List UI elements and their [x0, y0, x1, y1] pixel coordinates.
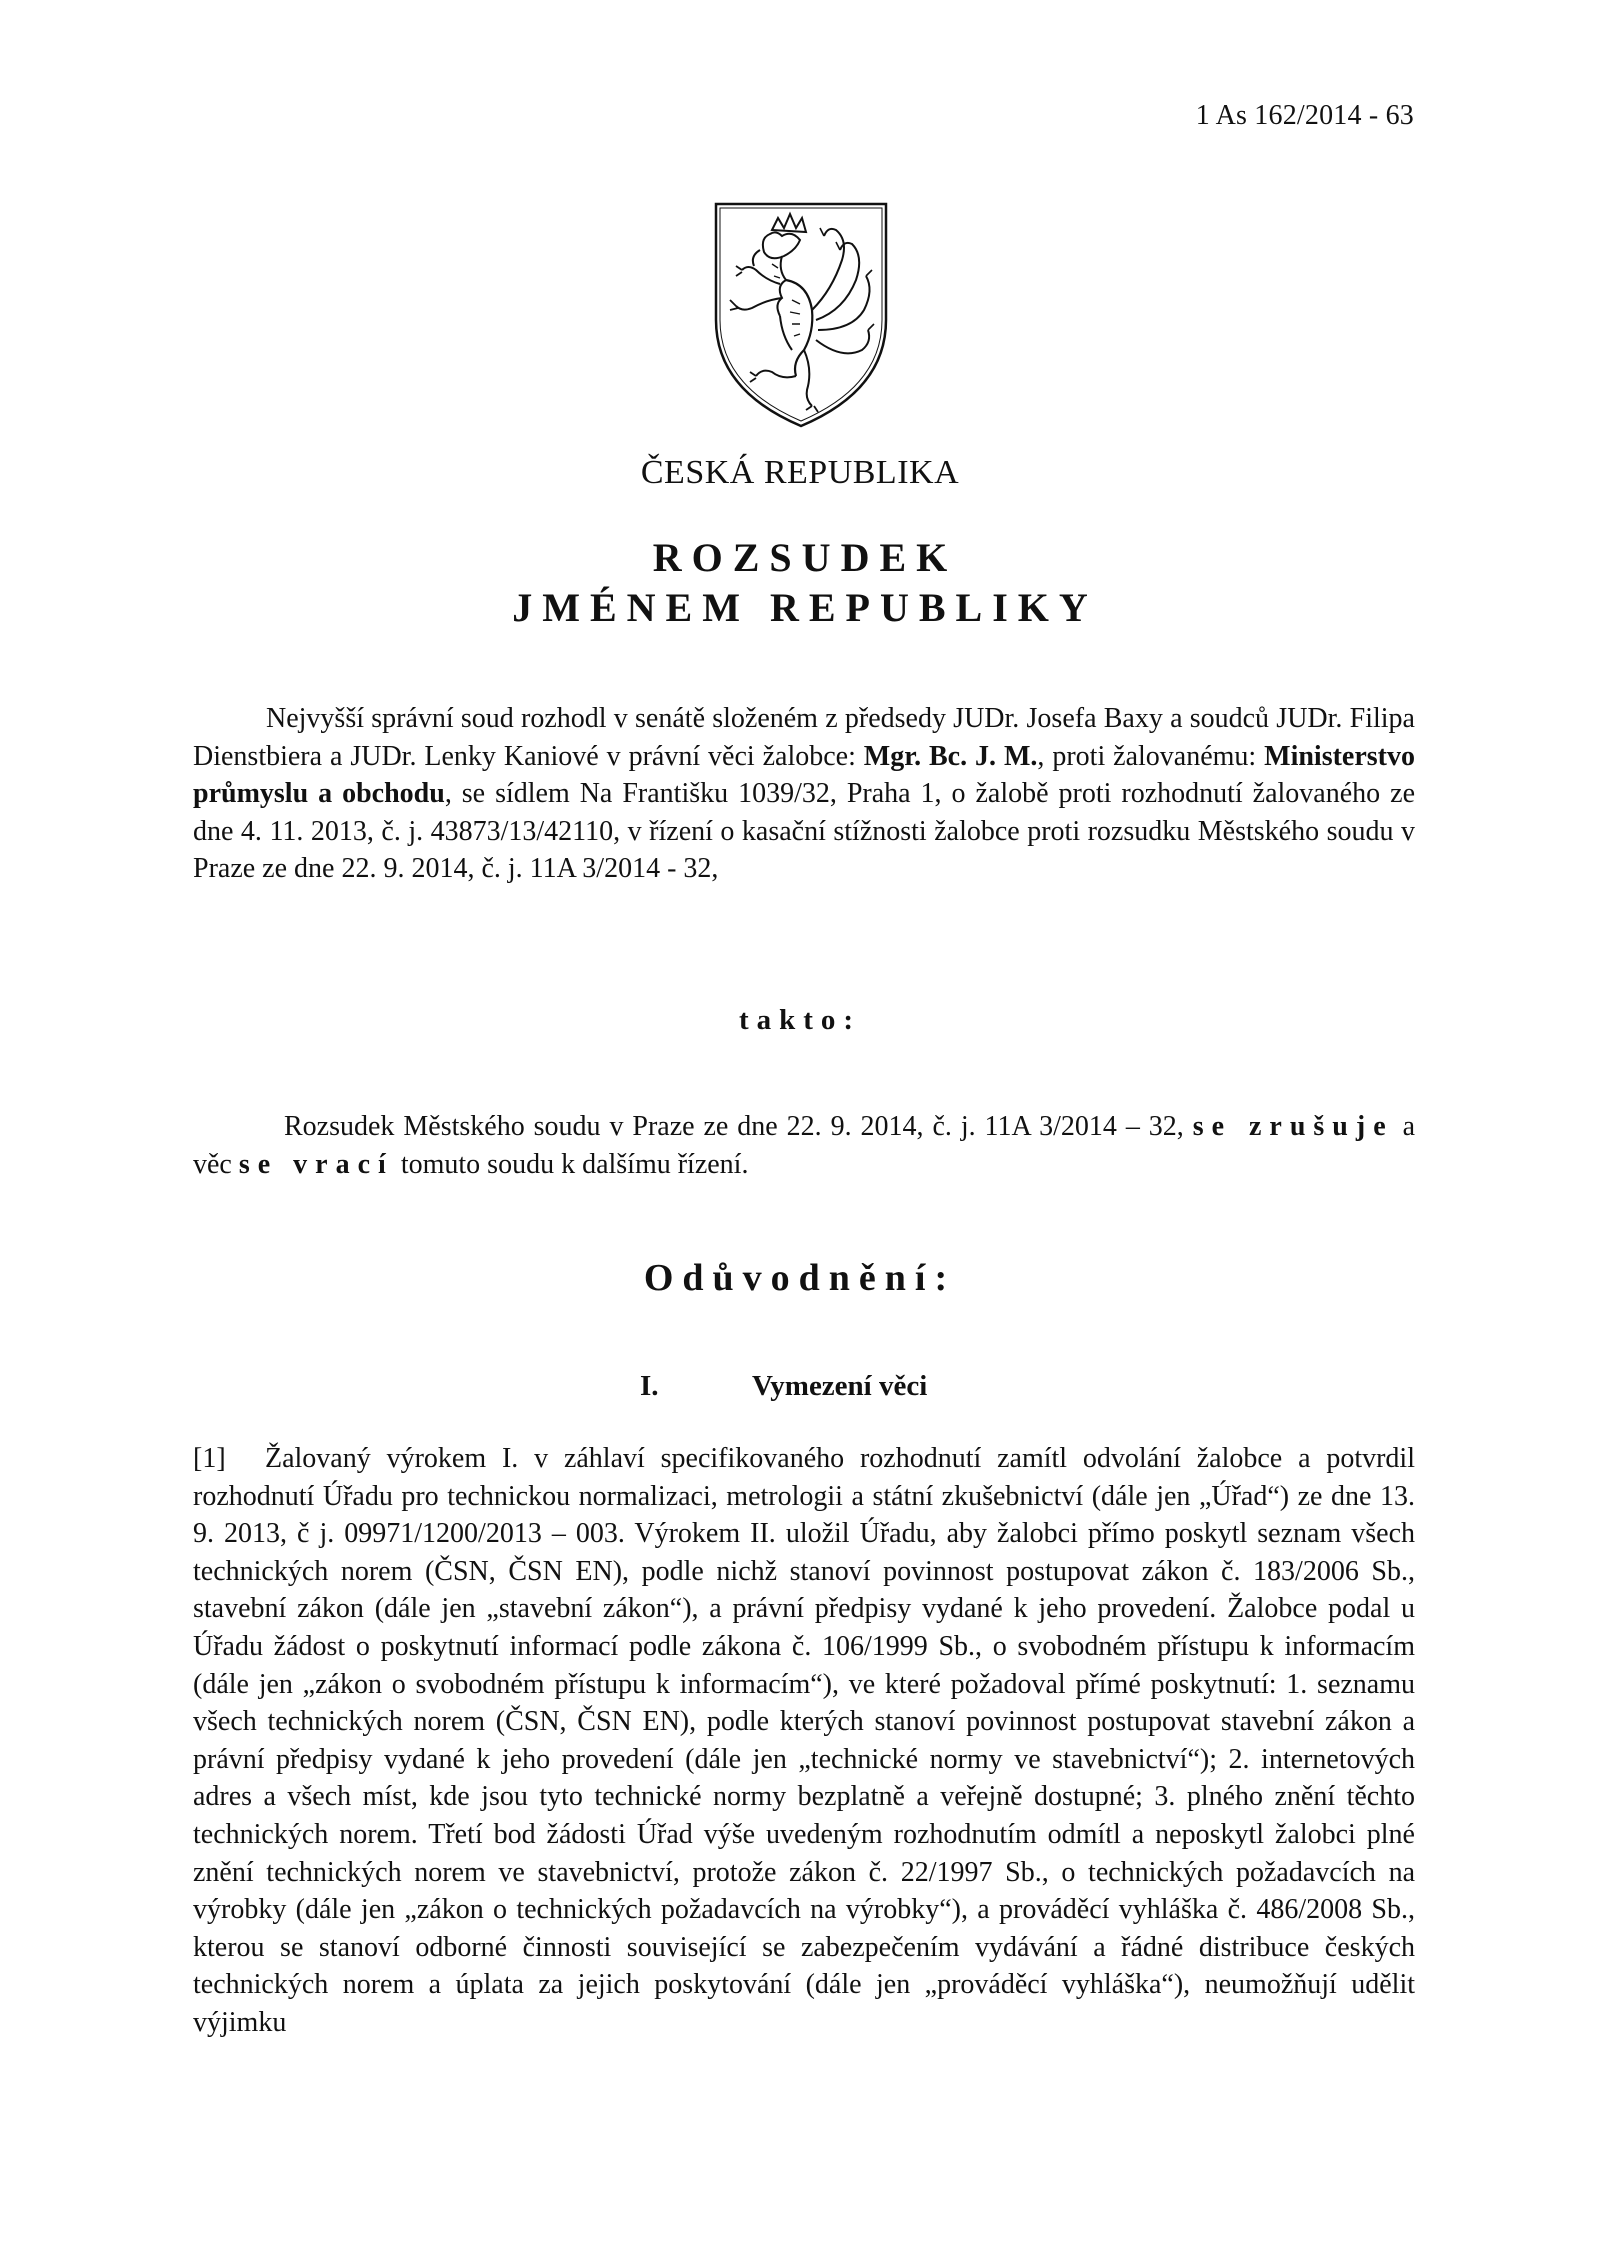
takto-heading: takto: [738, 1004, 862, 1036]
verdict-text-3: tomuto soudu k dalšímu řízení. [393, 1148, 749, 1180]
intro-text-1: Nejvyšší správní soud rozhodl v senátě složeném z předsedy JUDr. Josefa Baxy a soudců JUDr. Filipa Dienstbiera a JUDr. Lenky Kaniové v právní věci žalobce: [193, 703, 1415, 772]
plaintiff-name: Mgr. Bc. J. M. [863, 740, 1038, 772]
verdict-annuls: se zrušuje [1192, 1111, 1394, 1142]
case-number: 1 As 162/2014 - 63 [1195, 100, 1414, 131]
section-title: Vymezení věci [752, 1370, 928, 1402]
intro-text-3: , se sídlem Na Františku 1039/32, Praha 1, o žalobě proti rozhodnutí žalovaného ze dne 4. 11. 2013, č. j. 43873/13/42110, v řízení o kasační stížnosti žalobce proti rozsudku Městského soudu v Praze ze dne 22. 9. 2014, č. j. 11A 3/2014 - 32, [193, 778, 1415, 885]
verdict-text-1: Rozsudek Městského soudu v Praze ze dne 22. 9. 2014, č. j. 11A 3/2014 – 32, [284, 1111, 1193, 1142]
country-name: ČESKÁ REPUBLIKA [640, 454, 960, 491]
judgment-title: ROZSUDEK [652, 535, 958, 580]
verdict-text-2: a věc [193, 1111, 1416, 1180]
verdict-paragraph [193, 1108, 1415, 1183]
intro-text-2: , proti žalovanému: [1037, 740, 1265, 772]
judgment-subtitle: JMÉNEM REPUBLIKY [512, 585, 1098, 630]
verdict-returns: se vrací [238, 1148, 394, 1180]
section-number: I. [640, 1370, 659, 1402]
paragraph-number: [1] [193, 1443, 226, 1474]
intro-paragraph [193, 700, 1415, 888]
czech-coat-of-arms-icon [712, 200, 890, 430]
section-heading [640, 1370, 927, 1403]
paragraph-1 [193, 1440, 1415, 2042]
paragraph-text: Žalovaný výrokem I. v záhlaví specifikovaného rozhodnutí zamítl odvolání žalobce a potvrdil rozhodnutí Úřadu pro technickou normalizaci, metrologii a státní zkušebnictví (dále jen „Úřad“) ze dne 13. 9. 2013, č j. 09971/1200/2013 – 003. Výrokem II. uložil Úřadu, aby žalobci přímo poskytl seznam všech technických norem (ČSN, ČSN EN), podle nichž stanoví povinnost postupovat zákon č. 183/2006 Sb., stavební zákon (dále jen „stavební zákon“), a právní předpisy vydané k jeho provedení. Žalobce podal u Úřadu žádost o poskytnutí informací podle zákona č. 106/1999 Sb., o svobodném přístupu k informacím (dále jen „zákon o svobodném přístupu k informacím“), ve které požadoval přímé poskytnutí: 1. seznamu všech technických norem (ČSN, ČSN EN), podle kterých stanoví povinnost postupovat stavební zákon a právní předpisy vydané k jeho provedení (dále jen „technické normy ve stavebnictví“); 2. internetových adres a všech míst, kde jsou tyto technické normy bezplatně a veřejně dostupné; 3. plného znění těchto technických norem. Třetí bod žádosti Úřad výše uvedeným rozhodnutím odmítl a neposkytl žalobci plné znění technických norem ve stavebnictví, protože zákon č. 22/1997 Sb., o technických požadavcích na výrobky (dále jen „zákon o technických požadavcích na výrobky“), a prováděcí vyhláška č. 486/2008 Sb., kterou se stanoví odborné činnosti související se zabezpečením vydávání a řádné distribuce českých technických norem a úplata za jejich poskytování (dále jen „prováděcí vyhláška“), neumožňují udělit výjimku [193, 1443, 1415, 2038]
reasoning-heading: Odůvodnění: [643, 1257, 957, 1299]
defendant-name: Ministerstvo průmyslu a obchodu [193, 740, 1415, 810]
